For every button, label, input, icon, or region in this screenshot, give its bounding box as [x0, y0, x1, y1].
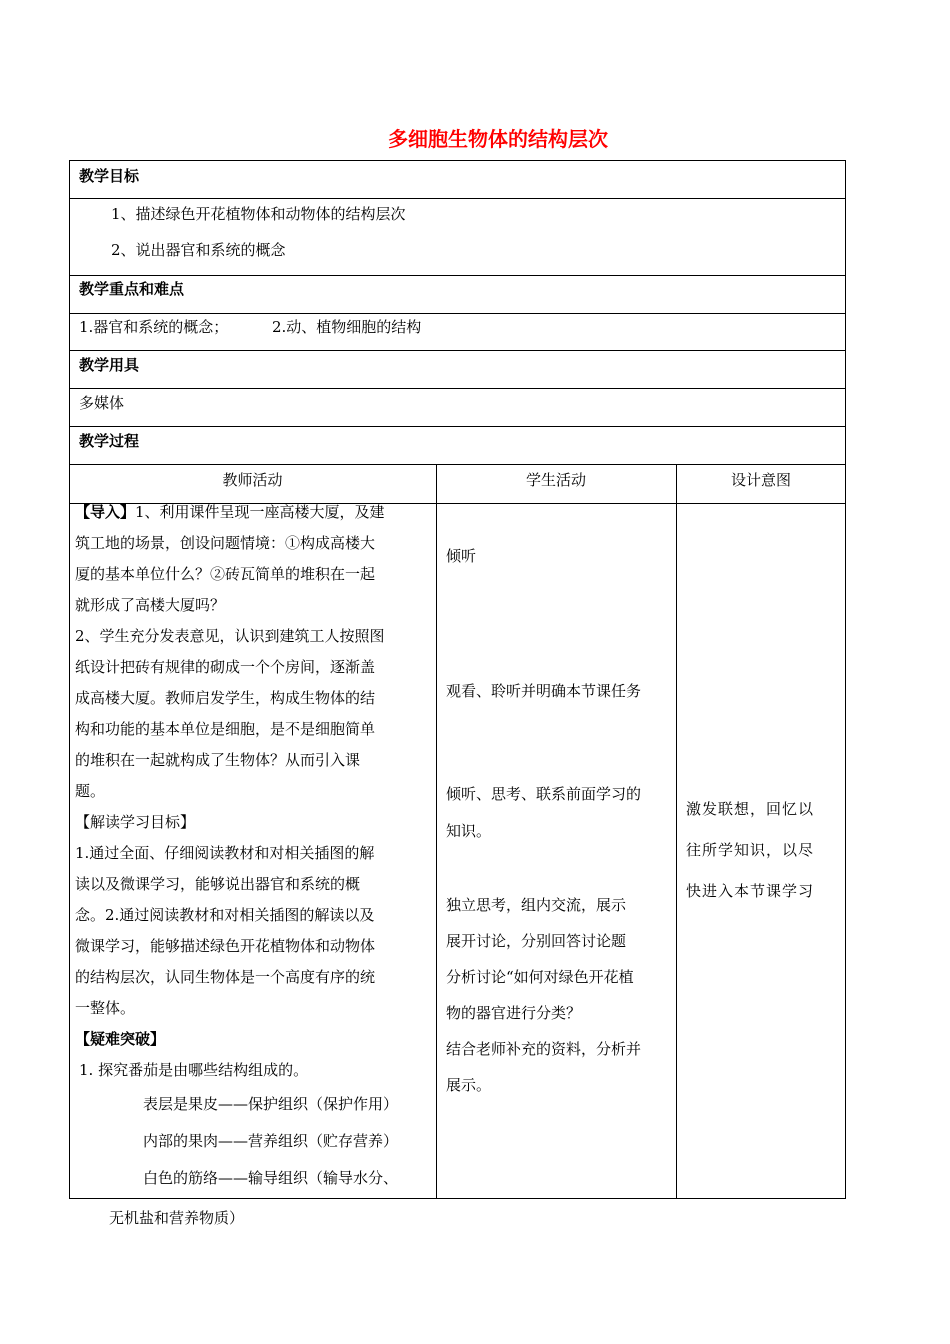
- key-point-item: 1.器官和系统的概念；: [79, 318, 229, 336]
- row-divider: [69, 426, 846, 427]
- student-line: 结合老师补充的资料，分析并: [446, 1040, 642, 1058]
- column-header-student: 学生活动: [525, 471, 586, 489]
- row-divider: [69, 198, 846, 199]
- student-line: 展开讨论，分别回答讨论题: [446, 932, 627, 950]
- teacher-activity: [75, 497, 431, 1239]
- intro-line: 2、学生充分发表意见，认识到建筑工人按照图: [75, 627, 385, 645]
- intro-line: 构和功能的基本单位是细胞，是不是细胞简单: [75, 720, 376, 738]
- column-divider: [676, 464, 677, 1199]
- intro-line: 1、利用课件呈现一座高楼大厦，及建: [135, 503, 385, 521]
- student-line: 倾听、思考、联系前面学习的: [446, 785, 642, 803]
- goals-line: 一整体。: [75, 999, 136, 1017]
- column-divider: [436, 464, 437, 1199]
- student-activity-1: 倾听: [446, 547, 477, 565]
- student-line: 展示。: [446, 1076, 492, 1094]
- student-line: 分析讨论“如何对绿色开花植: [446, 968, 634, 986]
- row-divider: [69, 275, 846, 276]
- tomato-line: 无机盐和营养物质）: [109, 1209, 245, 1227]
- row-divider: [69, 350, 846, 351]
- intro-line: 厦的基本单位什么？②砖瓦简单的堆积在一起: [75, 565, 376, 583]
- difficulty-tag: 【疑难突破】: [75, 1030, 166, 1048]
- objectives-heading: 教学目标: [79, 167, 140, 185]
- intro-line: 成高楼大厦。教师启发学生，构成生物体的结: [75, 689, 376, 707]
- goals-line: 1.通过全面、仔细阅读教材和对相关插图的解: [75, 844, 375, 862]
- tomato-line: 白色的筋络——输导组织（输导水分、: [143, 1169, 399, 1187]
- intro-line: 筑工地的场景，创设问题情境：①构成高楼大: [75, 534, 376, 552]
- intro-line: 就形成了高楼大厦吗？: [75, 596, 226, 614]
- tools-heading: 教学用具: [79, 356, 140, 374]
- table-border-right: [845, 160, 846, 1199]
- objective-item: 1、描述绿色开花植物体和动物体的结构层次: [111, 205, 406, 223]
- intro-line: 的堆积在一起就构成了生物体？从而引入课: [75, 751, 361, 769]
- intro-line: 题。: [75, 782, 106, 800]
- row-divider: [69, 464, 846, 465]
- tools-content: 多媒体: [79, 394, 125, 412]
- intro-tag: 【导入】: [75, 503, 136, 521]
- student-line: 物的器官进行分类？: [446, 1004, 582, 1022]
- student-activity-3: [446, 776, 641, 850]
- student-activity-2: 观看、聆听并明确本节课任务: [446, 682, 642, 700]
- table-border-top: [69, 160, 846, 161]
- design-intent: [686, 789, 814, 912]
- goals-line: 的结构层次，认同生物体是一个高度有序的统: [75, 968, 376, 986]
- student-activity-4: [446, 887, 641, 1103]
- goals-line: 微课学习，能够描述绿色开花植物体和动物体: [75, 937, 376, 955]
- column-header-teacher: 教师活动: [222, 471, 283, 489]
- intro-line: 纸设计把砖有规律的砌成一个个房间，逐渐盖: [75, 658, 376, 676]
- difficulty-item: 1. 探究番茄是由哪些结构组成的。: [79, 1061, 309, 1079]
- design-line: 往所学知识，以尽: [686, 841, 815, 859]
- column-header-design: 设计意图: [730, 471, 791, 489]
- goals-line: 读以及微课学习，能够说出器官和系统的概: [75, 875, 361, 893]
- lesson-plan-table: [69, 160, 846, 1227]
- key-point-item: 2.动、植物细胞的结构: [272, 318, 422, 336]
- objective-item: 2、说出器官和系统的概念: [111, 241, 286, 259]
- row-divider: [69, 313, 846, 314]
- goals-tag: 【解读学习目标】: [75, 813, 196, 831]
- design-line: 激发联想，回忆以: [686, 800, 815, 818]
- table-border-left: [69, 160, 70, 1199]
- key-points-heading: 教学重点和难点: [79, 280, 185, 298]
- tomato-line: 内部的果肉——营养组织（贮存营养）: [143, 1132, 399, 1150]
- page-title: 多细胞生物体的结构层次: [388, 127, 608, 151]
- goals-line: 念。2.通过阅读教材和对相关插图的解读以及: [75, 906, 375, 924]
- student-line: 知识。: [446, 822, 492, 840]
- tomato-line: 表层是果皮——保护组织（保护作用）: [143, 1095, 399, 1113]
- row-divider: [69, 388, 846, 389]
- process-heading: 教学过程: [79, 432, 140, 450]
- student-line: 独立思考，组内交流，展示: [446, 896, 627, 914]
- design-line: 快进入本节课学习: [686, 882, 815, 900]
